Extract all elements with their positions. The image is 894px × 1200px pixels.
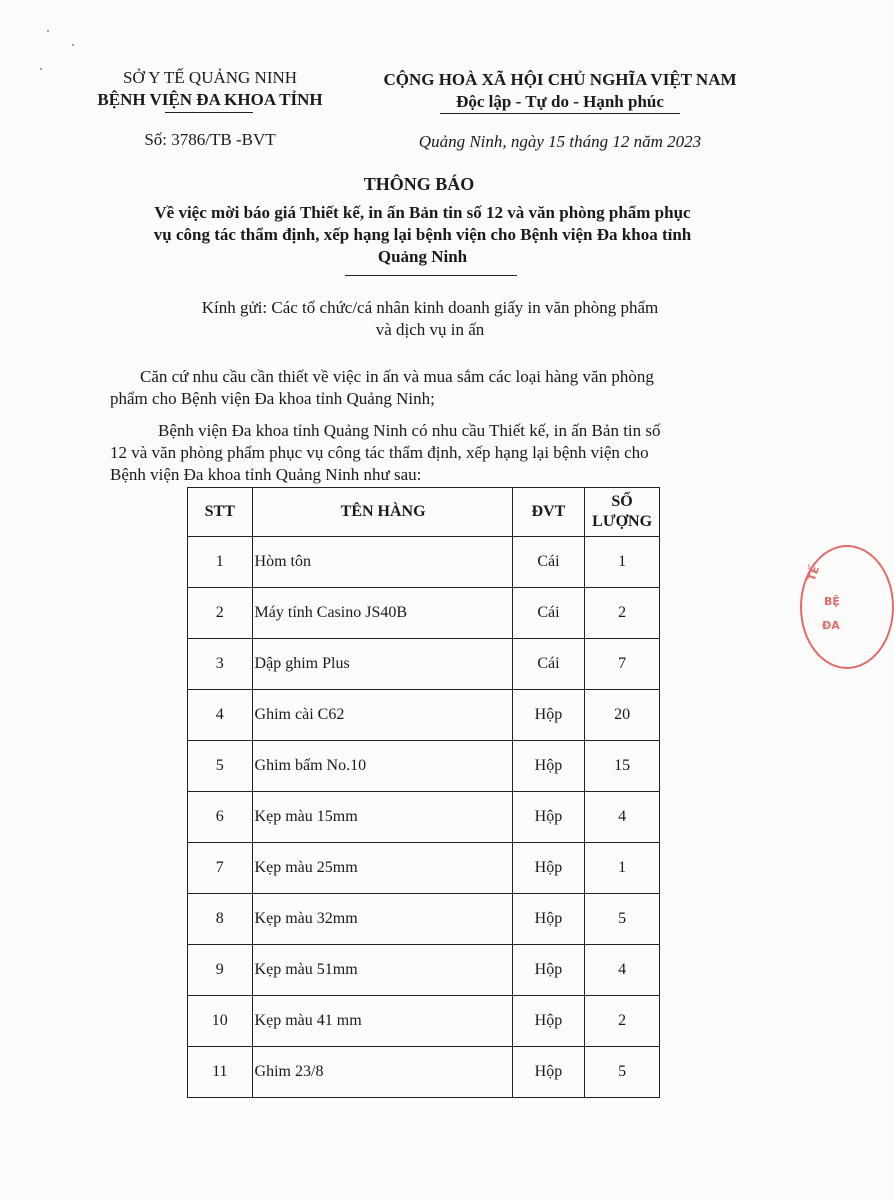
- col-header-qty-line: SỐ: [611, 493, 633, 510]
- cell-name: Máy tính Casino JS40B: [252, 588, 512, 639]
- cell-name: Kẹp màu 25mm: [252, 843, 512, 894]
- table-row: [188, 1047, 660, 1098]
- cell-qty: 15: [585, 741, 660, 792]
- recipient-block: [110, 297, 750, 341]
- cell-stt: 6: [188, 792, 253, 843]
- cell-qty: 2: [585, 588, 660, 639]
- recipient-line: và dịch vụ in ấn: [375, 320, 485, 339]
- hospital-name: BỆNH VIỆN ĐA KHOA TỈNH: [97, 90, 323, 109]
- subject-line: Về việc mời báo giá Thiết kế, in ấn Bản tin số 12 và văn phòng phẩm phục: [154, 203, 691, 222]
- cell-unit: Hộp: [512, 690, 584, 741]
- cell-stt: 11: [188, 1047, 253, 1098]
- col-header-qty-line: LƯỢNG: [592, 513, 653, 530]
- cell-stt: 8: [188, 894, 253, 945]
- cell-stt: 9: [188, 945, 253, 996]
- col-header-unit: ĐVT: [512, 488, 584, 537]
- scan-speck: [47, 30, 49, 32]
- cell-stt: 2: [188, 588, 253, 639]
- table-row: [188, 894, 660, 945]
- table-row: [188, 843, 660, 894]
- cell-unit: Cái: [512, 639, 584, 690]
- cell-stt: 4: [188, 690, 253, 741]
- cell-stt: 1: [188, 537, 253, 588]
- table-row: [188, 537, 660, 588]
- cell-name: Kẹp màu 41 mm: [252, 996, 512, 1047]
- official-seal: [800, 545, 894, 669]
- place-date: Quảng Ninh, ngày 15 tháng 12 năm 2023: [418, 132, 702, 151]
- scan-speck: [72, 44, 74, 46]
- cell-name: Dập ghim Plus: [252, 639, 512, 690]
- seal-text: TẾ: [804, 564, 823, 583]
- cell-qty: 5: [585, 1047, 660, 1098]
- cell-name: Kẹp màu 32mm: [252, 894, 512, 945]
- national-motto: Độc lập - Tự do - Hạnh phúc: [456, 92, 664, 111]
- col-header-stt: STT: [188, 488, 253, 537]
- table-row: [188, 690, 660, 741]
- cell-qty: 4: [585, 792, 660, 843]
- body-line: Bệnh viện Đa khoa tỉnh Quảng Ninh có nhu cầu Thiết kế, in ấn Bản tin số: [158, 421, 661, 440]
- subject-line: vụ công tác thẩm định, xếp hạng lại bệnh viện cho Bệnh viện Đa khoa tỉnh: [153, 225, 692, 244]
- department-name: SỞ Y TẾ QUẢNG NINH: [122, 68, 298, 87]
- cell-name: Ghim bấm No.10: [252, 741, 512, 792]
- notice-heading: THÔNG BÁO: [363, 174, 475, 194]
- seal-text: BỆ: [824, 595, 840, 608]
- country-name: CỘNG HOÀ XÃ HỘI CHỦ NGHĨA VIỆT NAM: [383, 70, 737, 89]
- cell-name: Ghim 23/8: [252, 1047, 512, 1098]
- table-row: [188, 639, 660, 690]
- table-row: [188, 741, 660, 792]
- col-header-name: TÊN HÀNG: [252, 488, 512, 537]
- cell-unit: Cái: [512, 537, 584, 588]
- col-header-qty: [585, 488, 660, 537]
- body-line: Căn cứ nhu cầu cần thiết về việc in ấn và mua sắm các loại hàng văn phòng: [140, 367, 654, 386]
- cell-qty: 5: [585, 894, 660, 945]
- cell-qty: 20: [585, 690, 660, 741]
- cell-unit: Hộp: [512, 792, 584, 843]
- document-number: Số: 3786/TB -BVT: [144, 130, 276, 149]
- hospital-underline: [165, 112, 253, 113]
- table-row: [188, 792, 660, 843]
- cell-qty: 7: [585, 639, 660, 690]
- subject-underline: [345, 275, 517, 276]
- cell-qty: 1: [585, 537, 660, 588]
- table-header-row: [188, 488, 660, 537]
- motto-underline: [440, 113, 680, 114]
- cell-unit: Hộp: [512, 843, 584, 894]
- cell-qty: 4: [585, 945, 660, 996]
- cell-qty: 2: [585, 996, 660, 1047]
- seal-text: ĐA: [822, 619, 840, 632]
- table-row: [188, 945, 660, 996]
- cell-unit: Hộp: [512, 1047, 584, 1098]
- issuer-block: [70, 67, 350, 111]
- cell-stt: 10: [188, 996, 253, 1047]
- cell-stt: 5: [188, 741, 253, 792]
- body-line: 12 và văn phòng phẩm phục vụ công tác thẩm định, xếp hạng lại bệnh viện cho: [110, 443, 649, 462]
- cell-unit: Hộp: [512, 996, 584, 1047]
- cell-name: Kẹp màu 51mm: [252, 945, 512, 996]
- cell-unit: Hộp: [512, 894, 584, 945]
- body-line: phẩm cho Bệnh viện Đa khoa tỉnh Quảng Ninh;: [110, 389, 435, 408]
- table-row: [188, 996, 660, 1047]
- cell-stt: 7: [188, 843, 253, 894]
- cell-stt: 3: [188, 639, 253, 690]
- scan-speck: [40, 68, 42, 70]
- cell-qty: 1: [585, 843, 660, 894]
- table-row: [188, 588, 660, 639]
- cell-unit: Hộp: [512, 741, 584, 792]
- cell-name: Hòm tôn: [252, 537, 512, 588]
- cell-unit: Cái: [512, 588, 584, 639]
- cell-name: Kẹp màu 15mm: [252, 792, 512, 843]
- body-line: Bệnh viện Đa khoa tỉnh Quảng Ninh như sau:: [110, 465, 422, 484]
- cell-unit: Hộp: [512, 945, 584, 996]
- paragraph-basis: [110, 366, 746, 410]
- subject-line: Quảng Ninh: [377, 247, 468, 266]
- paragraph-request: [110, 420, 746, 486]
- notice-subject: [70, 202, 775, 268]
- national-header: [345, 69, 775, 113]
- items-table: [187, 487, 660, 1098]
- recipient-line: Kính gửi: Các tổ chức/cá nhân kinh doanh giấy in văn phòng phẩm: [201, 298, 659, 317]
- cell-name: Ghim cài C62: [252, 690, 512, 741]
